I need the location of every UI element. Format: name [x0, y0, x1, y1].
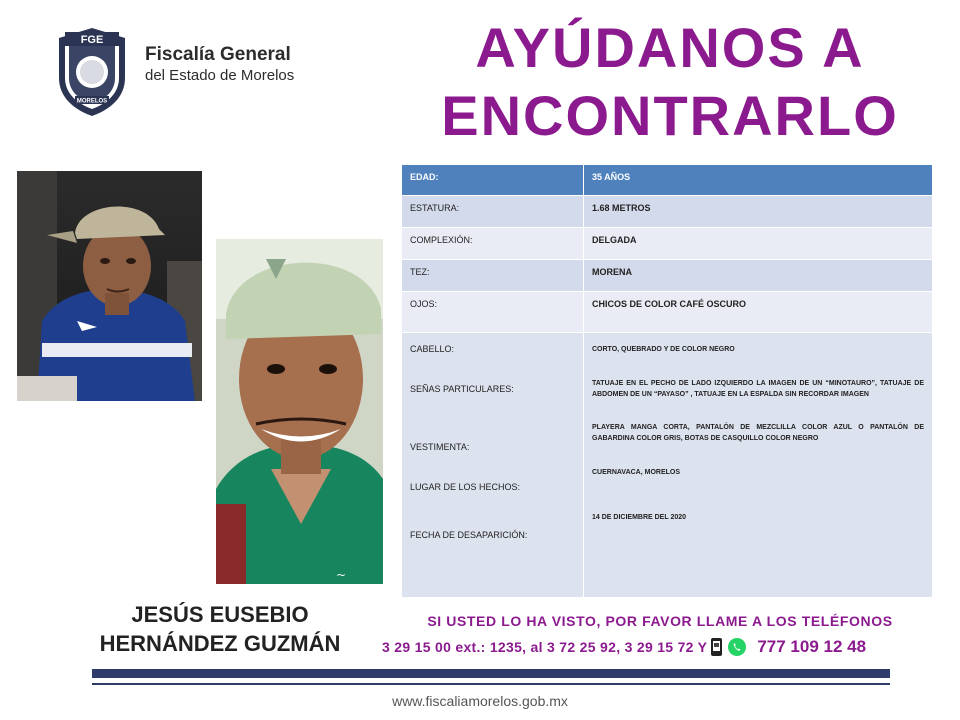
particular-signs-label: SEÑAS PARTICULARES: — [410, 384, 514, 394]
extended-values — [584, 333, 933, 598]
place-label: LUGAR DE LOS HECHOS: — [410, 482, 521, 492]
disappearance-date-label: FECHA DE DESAPARICIÓN: — [410, 530, 528, 540]
organization-name-line2: del Estado de Morelos — [145, 67, 295, 84]
detail-value: CHICOS DE COLOR CAFÉ OSCURO — [584, 292, 933, 333]
detail-value: DELGADA — [584, 228, 933, 260]
person-name-line2: HERNÁNDEZ GUZMÁN — [99, 631, 341, 656]
svg-text:~: ~ — [336, 568, 347, 582]
detail-row-complexion — [402, 260, 933, 292]
organization-name-line1: Fiscalía General — [145, 44, 291, 65]
person-name-line1: JESÚS EUSEBIO — [131, 602, 309, 627]
svg-text:MORELOS: MORELOS — [76, 98, 108, 105]
footer-divider-thin — [92, 683, 890, 685]
detail-value: 35 AÑOS — [584, 165, 933, 196]
detail-label: ESTATURA: — [402, 196, 584, 228]
place-value: CUERNAVACA, MORELOS — [592, 469, 681, 476]
detail-value: MORENA — [584, 260, 933, 292]
detail-value: 1.68 METROS — [584, 196, 933, 228]
clothing-value: PLAYERA MANGA CORTA, PANTALÓN DE MEZCLILLA COLOR AZUL O PANTALÓN DE GABARDINA COLOR GRIS, BOTAS DE CASQUILLO COLOR NEGRO — [592, 424, 924, 442]
headline-line1: AYÚDANOS A — [475, 16, 865, 79]
detail-row-build — [402, 228, 933, 260]
hair-label: CABELLO: — [410, 344, 455, 354]
extended-labels — [402, 333, 584, 598]
detail-label: TEZ: — [402, 260, 584, 292]
detail-row-height — [402, 196, 933, 228]
detail-row-eyes — [402, 292, 933, 333]
missing-person-details-table — [401, 164, 933, 598]
contact-phones — [382, 637, 942, 660]
headline-line2: ENCONTRARLO — [441, 84, 899, 147]
detail-row-age — [402, 165, 933, 196]
headline — [440, 14, 900, 150]
detail-label: OJOS: — [402, 292, 584, 333]
whatsapp-icon — [727, 637, 747, 657]
website-link[interactable]: www.fiscaliamorelos.gob.mx — [392, 693, 568, 709]
contact-call-to-action: SI USTED LO HA VISTO, POR FAVOR LLAME A LOS TELÉFONOS — [427, 613, 893, 629]
contact-icons — [709, 637, 747, 660]
clothing-label: VESTIMENTA: — [410, 442, 470, 452]
missing-person-photo-1 — [17, 171, 202, 401]
detail-label: COMPLEXIÓN: — [402, 228, 584, 260]
phone-numbers: 3 29 15 00 ext.: 1235, al 3 72 25 92, 3 29 15 72 Y — [382, 639, 708, 656]
svg-text:FGE: FGE — [80, 34, 104, 46]
particular-signs-value: TATUAJE EN EL PECHO DE LADO IZQUIERDO LA IMAGEN DE UN “MINOTAURO”, TATUAJE DE ABDOMEN DE UN “PAYASO” , TATUAJE EN LA ESPALDA SIN RECORDAR IMAGEN — [592, 380, 924, 398]
disappearance-date-value: 14 DE DICIEMBRE DEL 2020 — [592, 514, 687, 521]
person-name — [70, 600, 370, 658]
detail-label: EDAD: — [402, 165, 584, 196]
footer-divider-thick — [92, 669, 890, 678]
whatsapp-number: 777 109 12 48 — [757, 637, 867, 657]
missing-person-photo-2 — [216, 239, 383, 584]
organization-name — [145, 44, 345, 85]
detail-row-extended — [402, 333, 933, 598]
fge-badge-logo — [55, 26, 129, 118]
hair-value: CORTO, QUEBRADO Y DE COLOR NEGRO — [592, 346, 735, 353]
